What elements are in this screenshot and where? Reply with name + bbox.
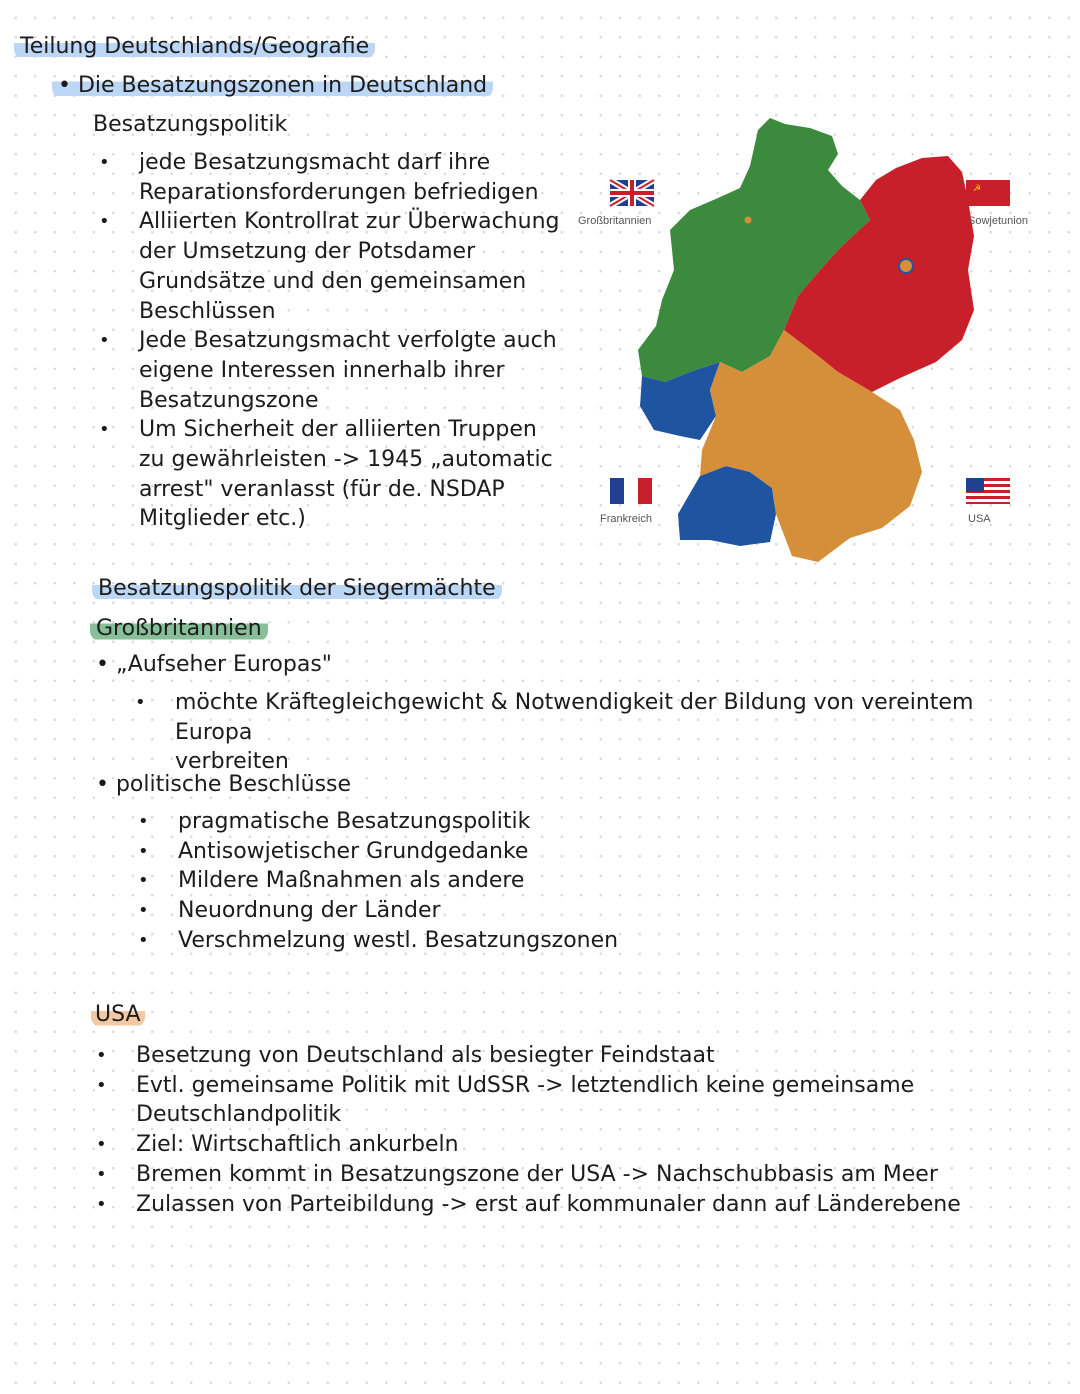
gb-point-beschluesse: • politische Beschlüsse xyxy=(96,772,352,797)
list-item: • Zulassen von Parteibildung -> erst auf kommunaler dann auf Länderebene xyxy=(136,1190,1036,1220)
list-item-cont: Mitglieder etc.) xyxy=(139,506,306,532)
besatzungspolitik-list xyxy=(139,148,579,534)
list-item-cont: Beschlüssen xyxy=(139,298,276,324)
list-item-cont: der Umsetzung der Potsdamer xyxy=(139,239,476,265)
list-item: • Alliierten Kontrollrat zur Überwachung xyxy=(139,207,579,237)
section-heading-siegermaechte-text: Besatzungspolitik der Siegermächte xyxy=(92,576,502,601)
list-item: • Antisowjetischer Grundgedanke xyxy=(178,837,778,867)
list-item: • Verschmelzung westl. Besatzungszonen xyxy=(178,926,778,956)
list-item: • Besetzung von Deutschland als besiegter Feindstaat xyxy=(136,1041,1036,1071)
section-heading-siegermaechte xyxy=(92,576,502,601)
heading-grossbritannien-text: Großbritannien xyxy=(90,616,268,641)
list-item-cont: zu gewährleisten -> 1945 „automatic xyxy=(139,447,553,473)
list-item: • Bremen kommt in Besatzungszone der USA -> Nachschubbasis am Meer xyxy=(136,1160,1036,1190)
heading-usa-text: USA xyxy=(91,1002,145,1027)
france-flag-icon xyxy=(610,478,652,504)
label-su: Sowjetunion xyxy=(968,215,1028,227)
label-us: USA xyxy=(968,513,991,525)
subtitle xyxy=(52,73,493,98)
section-heading-besatzungspolitik: Besatzungspolitik xyxy=(93,112,288,137)
list-item: • Neuordnung der Länder xyxy=(178,896,778,926)
heading-grossbritannien xyxy=(90,616,268,641)
gb-beschluesse-list xyxy=(178,807,778,956)
ussr-flag-icon xyxy=(966,180,1010,206)
list-item: • pragmatische Besatzungspolitik xyxy=(178,807,778,837)
gb-aufseher-list xyxy=(175,688,1055,777)
label-fr: Frankreich xyxy=(600,513,652,525)
occupation-zones-map xyxy=(570,110,1050,580)
list-item-cont: verbreiten xyxy=(175,749,289,775)
page-title xyxy=(14,34,375,59)
list-item: • Mildere Maßnahmen als andere xyxy=(178,866,778,896)
gb-point-aufseher: • „Aufseher Europas" xyxy=(96,652,332,677)
list-item: • Evtl. gemeinsame Politik mit UdSSR -> letztendlich keine gemeinsame xyxy=(136,1071,1036,1101)
list-item-cont: Deutschlandpolitik xyxy=(136,1102,342,1128)
list-item: • Jede Besatzungsmacht verfolgte auch xyxy=(139,326,579,356)
list-item-cont: arrest" veranlasst (für de. NSDAP xyxy=(139,476,505,502)
list-item: • Um Sicherheit der alliierten Truppen xyxy=(139,415,579,445)
uk-flag-icon xyxy=(610,180,654,206)
bremen-marker xyxy=(745,217,752,224)
svg-text:☭: ☭ xyxy=(973,184,982,194)
list-item-cont: Besatzungszone xyxy=(139,387,319,413)
page-title-text: Teilung Deutschlands/Geografie xyxy=(14,34,375,59)
subtitle-text: • Die Besatzungszonen in Deutschland xyxy=(52,73,493,98)
list-item: • jede Besatzungsmacht darf ihre xyxy=(139,148,579,178)
label-gb: Großbritannien xyxy=(578,215,652,227)
list-item: • Ziel: Wirtschaftlich ankurbeln xyxy=(136,1130,1036,1160)
usa-list xyxy=(136,1041,1036,1219)
list-item-cont: eigene Interessen innerhalb ihrer xyxy=(139,357,505,383)
list-item-cont: Grundsätze und den gemeinsamen xyxy=(139,268,527,294)
usa-flag-icon xyxy=(966,478,1010,504)
list-item-cont: Reparationsforderungen befriedigen xyxy=(139,179,539,205)
heading-usa xyxy=(91,1002,145,1027)
list-item: • möchte Kräftegleichgewicht & Notwendigkeit der Bildung von vereintem Europa xyxy=(175,688,1055,747)
berlin-marker xyxy=(899,259,913,273)
